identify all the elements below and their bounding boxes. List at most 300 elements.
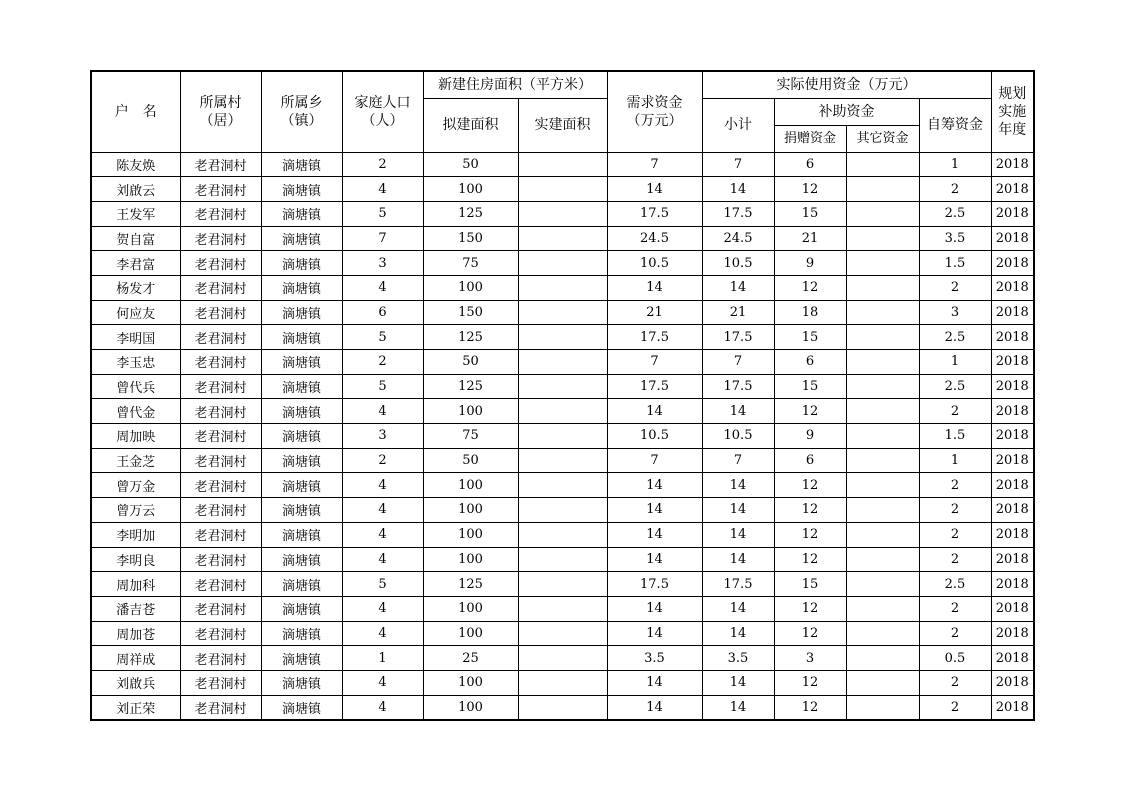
cell-name: 周加映 [91,424,180,449]
cell-family: 4 [342,177,423,202]
cell-family: 2 [342,152,423,177]
cell-donated: 12 [774,596,846,621]
cell-other [846,226,919,251]
cell-other [846,350,919,375]
cell-planned: 100 [423,547,518,572]
table-row [91,424,1034,449]
cell-donated: 18 [774,300,846,325]
header-township: 所属乡 （镇） [261,71,342,152]
cell-family: 6 [342,300,423,325]
cell-actual [518,695,607,720]
cell-actual [518,226,607,251]
cell-name: 杨发才 [91,275,180,300]
cell-other [846,275,919,300]
table-row [91,275,1034,300]
cell-self: 2 [919,695,991,720]
cell-donated: 6 [774,152,846,177]
header-donated: 捐赠资金 [774,125,846,152]
cell-year: 2018 [991,226,1034,251]
cell-family: 4 [342,275,423,300]
cell-year: 2018 [991,448,1034,473]
cell-township: 滴塘镇 [261,374,342,399]
cell-actual [518,399,607,424]
cell-self: 2 [919,522,991,547]
cell-family: 4 [342,596,423,621]
header-plan-year: 规划实施 年度 [991,71,1034,152]
cell-village: 老君洞村 [180,498,261,523]
cell-year: 2018 [991,473,1034,498]
cell-township: 滴塘镇 [261,498,342,523]
cell-other [846,572,919,597]
header-name: 户 名 [91,71,180,152]
cell-demand: 17.5 [607,201,702,226]
cell-subtotal: 14 [702,695,774,720]
cell-name: 李明国 [91,325,180,350]
cell-donated: 12 [774,498,846,523]
cell-other [846,448,919,473]
cell-subtotal: 14 [702,275,774,300]
cell-demand: 14 [607,547,702,572]
table-row [91,621,1034,646]
cell-demand: 7 [607,152,702,177]
cell-family: 4 [342,522,423,547]
cell-self: 2.5 [919,572,991,597]
cell-self: 2 [919,621,991,646]
cell-planned: 150 [423,226,518,251]
cell-planned: 50 [423,448,518,473]
cell-other [846,300,919,325]
cell-actual [518,251,607,276]
cell-township: 滴塘镇 [261,251,342,276]
cell-name: 何应友 [91,300,180,325]
header-family-size: 家庭人口 （人） [342,71,423,152]
cell-family: 4 [342,621,423,646]
cell-self: 2 [919,596,991,621]
cell-name: 李明加 [91,522,180,547]
cell-demand: 24.5 [607,226,702,251]
cell-name: 曾代兵 [91,374,180,399]
cell-actual [518,522,607,547]
cell-name: 陈友焕 [91,152,180,177]
cell-family: 3 [342,424,423,449]
cell-name: 周加苍 [91,621,180,646]
cell-township: 滴塘镇 [261,646,342,671]
cell-planned: 100 [423,670,518,695]
header-village: 所属村 （居） [180,71,261,152]
cell-year: 2018 [991,300,1034,325]
cell-demand: 14 [607,695,702,720]
cell-family: 4 [342,498,423,523]
cell-name: 曾万云 [91,498,180,523]
cell-planned: 125 [423,572,518,597]
cell-donated: 15 [774,374,846,399]
cell-subtotal: 14 [702,399,774,424]
cell-donated: 21 [774,226,846,251]
cell-village: 老君洞村 [180,522,261,547]
cell-name: 贺自富 [91,226,180,251]
cell-demand: 14 [607,275,702,300]
cell-village: 老君洞村 [180,448,261,473]
cell-other [846,177,919,202]
cell-actual [518,670,607,695]
cell-year: 2018 [991,251,1034,276]
cell-subtotal: 10.5 [702,424,774,449]
cell-self: 1 [919,448,991,473]
table-row [91,226,1034,251]
cell-donated: 15 [774,201,846,226]
cell-actual [518,350,607,375]
cell-donated: 15 [774,572,846,597]
cell-other [846,646,919,671]
cell-family: 5 [342,374,423,399]
cell-actual [518,275,607,300]
cell-name: 曾万金 [91,473,180,498]
cell-village: 老君洞村 [180,275,261,300]
cell-other [846,498,919,523]
cell-family: 5 [342,201,423,226]
table-row [91,448,1034,473]
cell-year: 2018 [991,374,1034,399]
cell-year: 2018 [991,325,1034,350]
cell-donated: 12 [774,522,846,547]
cell-demand: 3.5 [607,646,702,671]
cell-planned: 100 [423,621,518,646]
cell-year: 2018 [991,152,1034,177]
cell-village: 老君洞村 [180,251,261,276]
cell-other [846,399,919,424]
cell-year: 2018 [991,522,1034,547]
cell-planned: 100 [423,275,518,300]
cell-planned: 150 [423,300,518,325]
cell-village: 老君洞村 [180,670,261,695]
cell-village: 老君洞村 [180,226,261,251]
cell-planned: 100 [423,522,518,547]
cell-self: 2 [919,498,991,523]
cell-self: 2.5 [919,201,991,226]
cell-family: 3 [342,251,423,276]
cell-planned: 50 [423,152,518,177]
cell-name: 李明良 [91,547,180,572]
cell-subtotal: 14 [702,621,774,646]
cell-other [846,596,919,621]
table-row [91,300,1034,325]
cell-name: 潘吉苍 [91,596,180,621]
cell-name: 李君富 [91,251,180,276]
cell-family: 4 [342,670,423,695]
cell-actual [518,646,607,671]
cell-actual [518,596,607,621]
cell-township: 滴塘镇 [261,300,342,325]
cell-family: 1 [342,646,423,671]
cell-demand: 17.5 [607,572,702,597]
header-subsidy: 补助资金 [774,98,919,125]
cell-subtotal: 17.5 [702,572,774,597]
cell-planned: 50 [423,350,518,375]
cell-village: 老君洞村 [180,350,261,375]
cell-actual [518,424,607,449]
cell-family: 5 [342,325,423,350]
cell-year: 2018 [991,596,1034,621]
cell-planned: 100 [423,596,518,621]
cell-year: 2018 [991,572,1034,597]
cell-year: 2018 [991,547,1034,572]
table-row [91,350,1034,375]
cell-self: 3.5 [919,226,991,251]
cell-demand: 17.5 [607,374,702,399]
cell-actual [518,152,607,177]
table-row [91,152,1034,177]
header-self-raised: 自筹资金 [919,98,991,152]
cell-planned: 75 [423,424,518,449]
cell-subtotal: 17.5 [702,374,774,399]
cell-actual [518,300,607,325]
cell-donated: 3 [774,646,846,671]
cell-village: 老君洞村 [180,572,261,597]
cell-subtotal: 14 [702,498,774,523]
cell-name: 周祥成 [91,646,180,671]
cell-other [846,325,919,350]
cell-year: 2018 [991,621,1034,646]
table-row [91,374,1034,399]
cell-other [846,251,919,276]
cell-year: 2018 [991,201,1034,226]
cell-planned: 75 [423,251,518,276]
table-row [91,596,1034,621]
cell-demand: 21 [607,300,702,325]
cell-year: 2018 [991,399,1034,424]
cell-village: 老君洞村 [180,424,261,449]
cell-demand: 14 [607,473,702,498]
cell-other [846,695,919,720]
cell-self: 0.5 [919,646,991,671]
cell-name: 刘啟云 [91,177,180,202]
cell-other [846,424,919,449]
cell-donated: 12 [774,275,846,300]
cell-other [846,201,919,226]
cell-demand: 7 [607,448,702,473]
cell-subtotal: 14 [702,473,774,498]
cell-actual [518,547,607,572]
cell-planned: 125 [423,325,518,350]
cell-planned: 100 [423,473,518,498]
cell-village: 老君洞村 [180,374,261,399]
header-housing-area: 新建住房面积（平方米） [423,71,607,98]
cell-demand: 17.5 [607,325,702,350]
cell-planned: 100 [423,177,518,202]
cell-self: 1.5 [919,424,991,449]
cell-family: 2 [342,350,423,375]
cell-year: 2018 [991,350,1034,375]
cell-year: 2018 [991,275,1034,300]
cell-actual [518,374,607,399]
table-row [91,572,1034,597]
cell-planned: 100 [423,695,518,720]
cell-year: 2018 [991,646,1034,671]
cell-name: 周加科 [91,572,180,597]
cell-year: 2018 [991,695,1034,720]
cell-other [846,670,919,695]
table-row [91,399,1034,424]
cell-self: 1 [919,152,991,177]
cell-donated: 12 [774,177,846,202]
cell-actual [518,572,607,597]
header-subtotal: 小计 [702,98,774,152]
cell-actual [518,473,607,498]
cell-village: 老君洞村 [180,152,261,177]
table-row [91,473,1034,498]
table-row [91,646,1034,671]
cell-demand: 14 [607,522,702,547]
cell-planned: 125 [423,374,518,399]
cell-village: 老君洞村 [180,473,261,498]
cell-name: 王金芝 [91,448,180,473]
cell-family: 4 [342,399,423,424]
table-row [91,670,1034,695]
cell-planned: 125 [423,201,518,226]
cell-family: 5 [342,572,423,597]
housing-table [90,70,1035,721]
cell-self: 2.5 [919,325,991,350]
table-row [91,695,1034,720]
cell-other [846,152,919,177]
cell-self: 1 [919,350,991,375]
cell-demand: 14 [607,399,702,424]
cell-subtotal: 7 [702,152,774,177]
cell-family: 4 [342,473,423,498]
cell-subtotal: 24.5 [702,226,774,251]
cell-subtotal: 3.5 [702,646,774,671]
cell-actual [518,201,607,226]
cell-subtotal: 7 [702,350,774,375]
cell-name: 刘正荣 [91,695,180,720]
cell-self: 2 [919,177,991,202]
table-row [91,201,1034,226]
cell-township: 滴塘镇 [261,226,342,251]
cell-other [846,621,919,646]
cell-donated: 12 [774,547,846,572]
cell-self: 1.5 [919,251,991,276]
cell-township: 滴塘镇 [261,201,342,226]
cell-subtotal: 14 [702,177,774,202]
cell-demand: 7 [607,350,702,375]
cell-family: 4 [342,695,423,720]
cell-self: 3 [919,300,991,325]
cell-subtotal: 14 [702,670,774,695]
cell-actual [518,177,607,202]
table-row [91,547,1034,572]
header-other: 其它资金 [846,125,919,152]
cell-subtotal: 17.5 [702,325,774,350]
header-actual-funds: 实际使用资金（万元） [702,71,991,98]
cell-village: 老君洞村 [180,325,261,350]
cell-village: 老君洞村 [180,399,261,424]
cell-donated: 12 [774,670,846,695]
cell-township: 滴塘镇 [261,399,342,424]
table-row [91,498,1034,523]
cell-subtotal: 14 [702,522,774,547]
cell-demand: 14 [607,670,702,695]
cell-village: 老君洞村 [180,695,261,720]
cell-family: 2 [342,448,423,473]
cell-village: 老君洞村 [180,596,261,621]
cell-name: 李玉忠 [91,350,180,375]
cell-subtotal: 21 [702,300,774,325]
cell-actual [518,325,607,350]
cell-demand: 14 [607,498,702,523]
cell-village: 老君洞村 [180,621,261,646]
cell-township: 滴塘镇 [261,424,342,449]
cell-township: 滴塘镇 [261,177,342,202]
table-row [91,522,1034,547]
cell-township: 滴塘镇 [261,695,342,720]
cell-actual [518,498,607,523]
cell-self: 2 [919,473,991,498]
cell-subtotal: 7 [702,448,774,473]
cell-donated: 15 [774,325,846,350]
cell-subtotal: 14 [702,547,774,572]
header-planned-area: 拟建面积 [423,98,518,152]
cell-other [846,547,919,572]
cell-self: 2 [919,547,991,572]
cell-township: 滴塘镇 [261,152,342,177]
cell-subtotal: 14 [702,596,774,621]
cell-township: 滴塘镇 [261,670,342,695]
cell-other [846,374,919,399]
table-header [91,71,1034,152]
cell-other [846,473,919,498]
cell-demand: 14 [607,621,702,646]
cell-family: 7 [342,226,423,251]
cell-year: 2018 [991,670,1034,695]
cell-village: 老君洞村 [180,646,261,671]
cell-donated: 9 [774,424,846,449]
cell-subtotal: 10.5 [702,251,774,276]
cell-donated: 6 [774,448,846,473]
header-actual-area: 实建面积 [518,98,607,152]
cell-donated: 12 [774,695,846,720]
cell-donated: 12 [774,473,846,498]
cell-township: 滴塘镇 [261,547,342,572]
cell-other [846,522,919,547]
header-demand-funds: 需求资金 （万元） [607,71,702,152]
cell-village: 老君洞村 [180,300,261,325]
cell-year: 2018 [991,424,1034,449]
table-row [91,177,1034,202]
cell-township: 滴塘镇 [261,596,342,621]
cell-township: 滴塘镇 [261,473,342,498]
cell-demand: 14 [607,177,702,202]
cell-planned: 100 [423,399,518,424]
cell-name: 曾代金 [91,399,180,424]
cell-donated: 6 [774,350,846,375]
table-body [91,152,1034,720]
cell-village: 老君洞村 [180,177,261,202]
table-row [91,325,1034,350]
cell-actual [518,621,607,646]
cell-demand: 14 [607,596,702,621]
cell-name: 刘啟兵 [91,670,180,695]
cell-year: 2018 [991,498,1034,523]
cell-township: 滴塘镇 [261,350,342,375]
cell-self: 2 [919,670,991,695]
table-row [91,251,1034,276]
cell-donated: 9 [774,251,846,276]
cell-township: 滴塘镇 [261,621,342,646]
cell-village: 老君洞村 [180,201,261,226]
cell-self: 2 [919,399,991,424]
cell-demand: 10.5 [607,424,702,449]
cell-planned: 25 [423,646,518,671]
